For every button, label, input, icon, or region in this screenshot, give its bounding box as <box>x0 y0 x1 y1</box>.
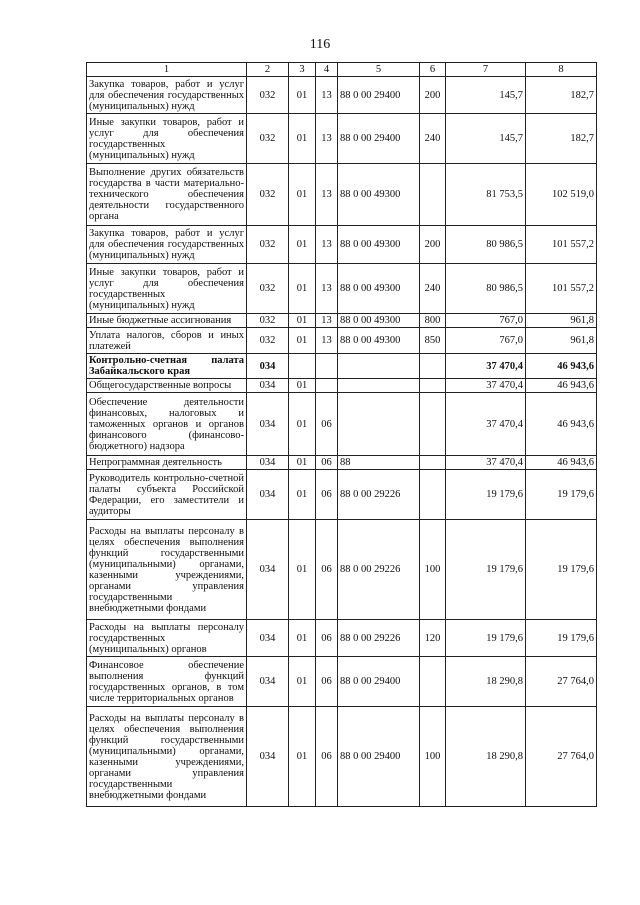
row-vr-cell: 120 <box>420 620 446 657</box>
row-value-2019-cell: 145,7 <box>446 77 526 114</box>
row-value-2019-cell: 37 470,4 <box>446 354 526 379</box>
row-value-2019-cell: 19 179,6 <box>446 620 526 657</box>
row-name-cell: Непрограммная деятельность <box>87 456 247 470</box>
row-csr-cell <box>338 354 420 379</box>
row-gr-cell: 032 <box>247 77 289 114</box>
row-value-2019-cell: 80 986,5 <box>446 264 526 314</box>
table-row <box>87 264 597 314</box>
row-value-2020-cell: 102 519,0 <box>526 164 597 226</box>
table-body <box>87 77 597 807</box>
row-pr-cell: 13 <box>316 264 338 314</box>
row-value-2019-cell: 18 290,8 <box>446 657 526 707</box>
row-gr-cell: 034 <box>247 707 289 807</box>
row-pr-cell: 06 <box>316 470 338 520</box>
row-name-cell: Выполнение других обязательств государства в части материально-технического обеспечения деятельности государственного органа <box>87 164 247 226</box>
row-gr-cell: 032 <box>247 314 289 328</box>
row-pr-cell: 06 <box>316 393 338 456</box>
row-gr-cell: 034 <box>247 470 289 520</box>
row-pr-cell: 06 <box>316 707 338 807</box>
row-value-2020-cell: 19 179,6 <box>526 620 597 657</box>
row-value-2019-cell: 19 179,6 <box>446 470 526 520</box>
table-row <box>87 314 597 328</box>
column-header: 4 <box>316 63 338 77</box>
row-csr-cell: 88 <box>338 456 420 470</box>
column-header: 1 <box>87 63 247 77</box>
row-vr-cell <box>420 470 446 520</box>
row-rz-cell: 01 <box>289 620 316 657</box>
row-rz-cell: 01 <box>289 707 316 807</box>
row-name-cell: Иные закупки товаров, работ и услуг для обеспечения государственных (муниципальных) нужд <box>87 264 247 314</box>
row-value-2020-cell: 27 764,0 <box>526 707 597 807</box>
row-rz-cell: 01 <box>289 264 316 314</box>
row-pr-cell: 13 <box>316 114 338 164</box>
row-value-2019-cell: 80 986,5 <box>446 226 526 264</box>
row-value-2019-cell: 18 290,8 <box>446 707 526 807</box>
row-name-cell: Закупка товаров, работ и услуг для обеспечения государственных (муниципальных) нужд <box>87 77 247 114</box>
row-value-2019-cell: 37 470,4 <box>446 379 526 393</box>
row-gr-cell: 032 <box>247 226 289 264</box>
row-pr-cell: 13 <box>316 77 338 114</box>
row-vr-cell: 240 <box>420 114 446 164</box>
table-row <box>87 620 597 657</box>
row-value-2019-cell: 81 753,5 <box>446 164 526 226</box>
row-value-2019-cell: 145,7 <box>446 114 526 164</box>
table-row <box>87 226 597 264</box>
row-rz-cell: 01 <box>289 226 316 264</box>
row-name-cell: Контрольно-счетная палата Забайкальского края <box>87 354 247 379</box>
column-header: 6 <box>420 63 446 77</box>
row-name-cell: Расходы на выплаты персоналу в целях обеспечения выполнения функций государственными (муниципальными) органами, казенными учреждениями, органами управления государственными внебюджетными фондами <box>87 707 247 807</box>
row-value-2020-cell: 46 943,6 <box>526 354 597 379</box>
row-rz-cell: 01 <box>289 456 316 470</box>
row-pr-cell <box>316 379 338 393</box>
table-row <box>87 470 597 520</box>
row-gr-cell: 034 <box>247 393 289 456</box>
row-csr-cell: 88 0 00 29226 <box>338 470 420 520</box>
row-vr-cell: 100 <box>420 707 446 807</box>
row-value-2020-cell: 46 943,6 <box>526 393 597 456</box>
row-vr-cell <box>420 379 446 393</box>
row-csr-cell: 88 0 00 29226 <box>338 520 420 620</box>
row-csr-cell: 88 0 00 49300 <box>338 328 420 354</box>
table-row <box>87 520 597 620</box>
row-rz-cell: 01 <box>289 164 316 226</box>
row-csr-cell: 88 0 00 29400 <box>338 707 420 807</box>
table-row <box>87 393 597 456</box>
row-vr-cell <box>420 354 446 379</box>
column-header: 2 <box>247 63 289 77</box>
column-header: 5 <box>338 63 420 77</box>
row-gr-cell: 034 <box>247 520 289 620</box>
row-value-2020-cell: 101 557,2 <box>526 226 597 264</box>
row-rz-cell: 01 <box>289 393 316 456</box>
row-gr-cell: 034 <box>247 456 289 470</box>
row-csr-cell: 88 0 00 49300 <box>338 164 420 226</box>
row-value-2019-cell: 767,0 <box>446 314 526 328</box>
row-gr-cell: 032 <box>247 164 289 226</box>
row-name-cell: Руководитель контрольно-счетной палаты субъекта Российской Федерации, его заместители и аудиторы <box>87 470 247 520</box>
row-rz-cell: 01 <box>289 114 316 164</box>
row-pr-cell: 13 <box>316 314 338 328</box>
row-csr-cell: 88 0 00 29400 <box>338 657 420 707</box>
table-row <box>87 77 597 114</box>
row-csr-cell: 88 0 00 29400 <box>338 77 420 114</box>
column-header: 8 <box>526 63 597 77</box>
row-csr-cell: 88 0 00 49300 <box>338 226 420 264</box>
row-vr-cell <box>420 393 446 456</box>
row-name-cell: Уплата налогов, сборов и иных платежей <box>87 328 247 354</box>
row-value-2020-cell: 182,7 <box>526 114 597 164</box>
row-name-cell: Расходы на выплаты персоналу государственных (муниципальных) органов <box>87 620 247 657</box>
row-rz-cell: 01 <box>289 328 316 354</box>
row-pr-cell <box>316 354 338 379</box>
row-name-cell: Закупка товаров, работ и услуг для обеспечения государственных (муниципальных) нужд <box>87 226 247 264</box>
table-row <box>87 657 597 707</box>
table-row <box>87 328 597 354</box>
table-row <box>87 707 597 807</box>
row-value-2020-cell: 961,8 <box>526 314 597 328</box>
row-pr-cell: 06 <box>316 620 338 657</box>
table-header-row <box>87 63 597 77</box>
row-value-2020-cell: 19 179,6 <box>526 470 597 520</box>
row-vr-cell <box>420 164 446 226</box>
row-pr-cell: 13 <box>316 226 338 264</box>
column-header: 7 <box>446 63 526 77</box>
row-csr-cell: 88 0 00 49300 <box>338 264 420 314</box>
row-gr-cell: 032 <box>247 114 289 164</box>
row-value-2020-cell: 961,8 <box>526 328 597 354</box>
column-header: 3 <box>289 63 316 77</box>
row-gr-cell: 032 <box>247 264 289 314</box>
row-gr-cell: 034 <box>247 657 289 707</box>
row-value-2019-cell: 767,0 <box>446 328 526 354</box>
row-vr-cell <box>420 456 446 470</box>
row-value-2019-cell: 37 470,4 <box>446 456 526 470</box>
table-row <box>87 456 597 470</box>
row-csr-cell: 88 0 00 49300 <box>338 314 420 328</box>
row-name-cell: Иные бюджетные ассигнования <box>87 314 247 328</box>
budget-table <box>86 62 597 807</box>
row-rz-cell: 01 <box>289 470 316 520</box>
row-vr-cell: 240 <box>420 264 446 314</box>
row-pr-cell: 06 <box>316 657 338 707</box>
row-value-2019-cell: 19 179,6 <box>446 520 526 620</box>
row-rz-cell: 01 <box>289 379 316 393</box>
row-vr-cell: 100 <box>420 520 446 620</box>
row-value-2020-cell: 27 764,0 <box>526 657 597 707</box>
row-name-cell: Общегосударственные вопросы <box>87 379 247 393</box>
row-rz-cell: 01 <box>289 314 316 328</box>
row-value-2020-cell: 46 943,6 <box>526 456 597 470</box>
table-row <box>87 114 597 164</box>
row-csr-cell <box>338 379 420 393</box>
row-value-2020-cell: 182,7 <box>526 77 597 114</box>
row-csr-cell <box>338 393 420 456</box>
row-gr-cell: 034 <box>247 354 289 379</box>
row-vr-cell: 200 <box>420 77 446 114</box>
row-value-2019-cell: 37 470,4 <box>446 393 526 456</box>
row-csr-cell: 88 0 00 29226 <box>338 620 420 657</box>
table-row <box>87 164 597 226</box>
table-row <box>87 354 597 379</box>
row-pr-cell: 13 <box>316 328 338 354</box>
row-value-2020-cell: 19 179,6 <box>526 520 597 620</box>
row-rz-cell <box>289 354 316 379</box>
row-vr-cell: 850 <box>420 328 446 354</box>
row-name-cell: Иные закупки товаров, работ и услуг для обеспечения государственных (муниципальных) нужд <box>87 114 247 164</box>
row-gr-cell: 034 <box>247 620 289 657</box>
row-rz-cell: 01 <box>289 520 316 620</box>
row-vr-cell <box>420 657 446 707</box>
row-pr-cell: 13 <box>316 164 338 226</box>
table-row <box>87 379 597 393</box>
row-csr-cell: 88 0 00 29400 <box>338 114 420 164</box>
row-gr-cell: 032 <box>247 328 289 354</box>
row-rz-cell: 01 <box>289 657 316 707</box>
row-vr-cell: 800 <box>420 314 446 328</box>
row-value-2020-cell: 101 557,2 <box>526 264 597 314</box>
row-pr-cell: 06 <box>316 456 338 470</box>
row-name-cell: Расходы на выплаты персоналу в целях обеспечения выполнения функций государственными (муниципальными) органами, казенными учреждениями, органами управления государственными внебюджетными фондами <box>87 520 247 620</box>
row-vr-cell: 200 <box>420 226 446 264</box>
row-name-cell: Финансовое обеспечение выполнения функций государственных органов, в том числе территориальных органов <box>87 657 247 707</box>
row-value-2020-cell: 46 943,6 <box>526 379 597 393</box>
row-name-cell: Обеспечение деятельности финансовых, налоговых и таможенных органов и органов финансового (финансово-бюджетного) надзора <box>87 393 247 456</box>
page-number: 116 <box>309 37 331 52</box>
row-gr-cell: 034 <box>247 379 289 393</box>
row-pr-cell: 06 <box>316 520 338 620</box>
row-rz-cell: 01 <box>289 77 316 114</box>
